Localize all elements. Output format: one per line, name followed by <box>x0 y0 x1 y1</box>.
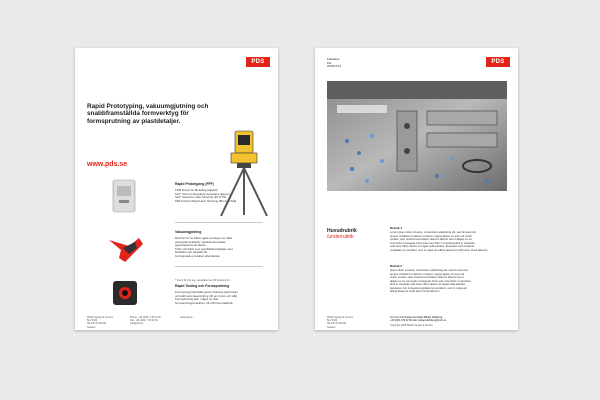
tooling-part-image <box>95 273 153 313</box>
vacuum-cast-part-image <box>95 228 153 268</box>
section-body-vacuum: Med former av silikon gjuts prototyper av olika polyuretan-kvaliteter. Gjutade termoplast- egenskaperna simuleras. Kulör och finish som specifikation/detaljer med flexibilitet och ytkvalitet till formsprutade produkter eftersträvas. <box>175 236 233 258</box>
section-body-rp: FDM Fused Jet Modeling (Akrylat) SLA* Stereo Lithography Apparatus (Epoxy) SLS* Selective Laser Sintering (PA & PS) DMLS Direct Metal Laser Sintering (Brons & Stål) <box>175 188 237 203</box>
section-title-rp: Rapid Prototyping (FFF) <box>175 182 214 186</box>
trademark-note: * SLA & SLS är reg. varumärken av 3D Systems Inc. <box>175 279 231 282</box>
datasheet-meta: Faktablad #11 2008/12/13 <box>327 57 341 69</box>
fdm-printer-image <box>95 176 153 216</box>
footer-web[interactable]: www.pds.se <box>180 316 193 319</box>
surveying-instrument-image <box>215 123 273 218</box>
website-link[interactable]: www.pds.se <box>87 161 128 168</box>
rubrik-1: Rubrik 1 <box>390 226 403 230</box>
sub-heading: /underrubrik <box>327 234 354 240</box>
divider <box>175 222 263 223</box>
flyer-page-front <box>75 48 278 330</box>
section-title-vacuum: Vakuumgjutning <box>175 230 202 234</box>
pds-logo: PDS <box>246 57 270 67</box>
section-title-tooling: Rapid Tooling och Formsprutning <box>175 284 230 288</box>
footer-contact: Phone +46 (0)31-7 36 02 00 Fax +46 (0)31-7 36 02 60 info@pds.se <box>130 316 161 326</box>
main-heading: Huvudrubrik /underrubrik <box>327 228 357 240</box>
footer-address: Plastic Design & Service Box 5036 SE-433 30 Partille Sweden <box>327 316 354 329</box>
headline: Rapid Prototyping, vakuumgjutning och snabbframställda formverktyg för formsprutning av plastdetaljer. <box>87 103 209 125</box>
body-text-1: Lorem ipsum dolor sit amet, consectetur adipisicing elit, sed do eiusmod tempor incididunt ut labore et dolore magna aliqua. Ut enim ad minim veniam, quis nostrud exercitation ullamco laboris nisi ut aliquip ex ea commodo consequat. Duis aute irure dolor in reprehenderit in voluptate velit esse cillum dolore eu fugiat nulla pariatur. Excepteur sint occaecat cupidatat non proident, sunt in culpa qui officia deserunt mollit anim id est laborum. <box>390 231 489 252</box>
footer-copyright: Copyright 2008 Plastic Design & Service <box>390 324 433 327</box>
section-body-tooling: Formverktyg framställs genom fräsning (aluminium och stål) samt lasersintring (30 μm brons och stål). Formsprutning sker i något av våra formsprutningsmaskiner, 25–150 tons fästkraft. <box>175 290 238 305</box>
pds-logo: PDS <box>486 57 510 67</box>
mold-tool-photo <box>327 81 507 191</box>
footer-address: Plastic Design & Service Box 5036 SE-433 30 Partille Sweden <box>87 316 114 329</box>
divider <box>175 266 263 267</box>
footer-contact: För mer information kontakta Mikael Dahlberg +46 (0)31-736 02 06 eller mikael.dahlberg@pds.se <box>390 316 447 323</box>
flyer-page-datasheet <box>315 48 518 330</box>
rubrik-2: Rubrik 2 <box>390 264 403 268</box>
body-text-2: Ipsum dolor sit amet, consectetur adipisicing elit, sed do eiusmod tempor incididunt ut labore et dolore magna aliqua. Ut enim ad minim veniam, quis nostrud exercitation ullamco laboris nisi ut aliquip ex ea commodo consequat. Duis aute irure dolor in reprehen- derit in voluptate velit esse cillum dolore eu fugiat nulla pariatur. Excepteur sint occaecat cupidatat non proident, sunt in culpa qui officia deserunt mollit anim id est laborum. <box>390 269 472 293</box>
